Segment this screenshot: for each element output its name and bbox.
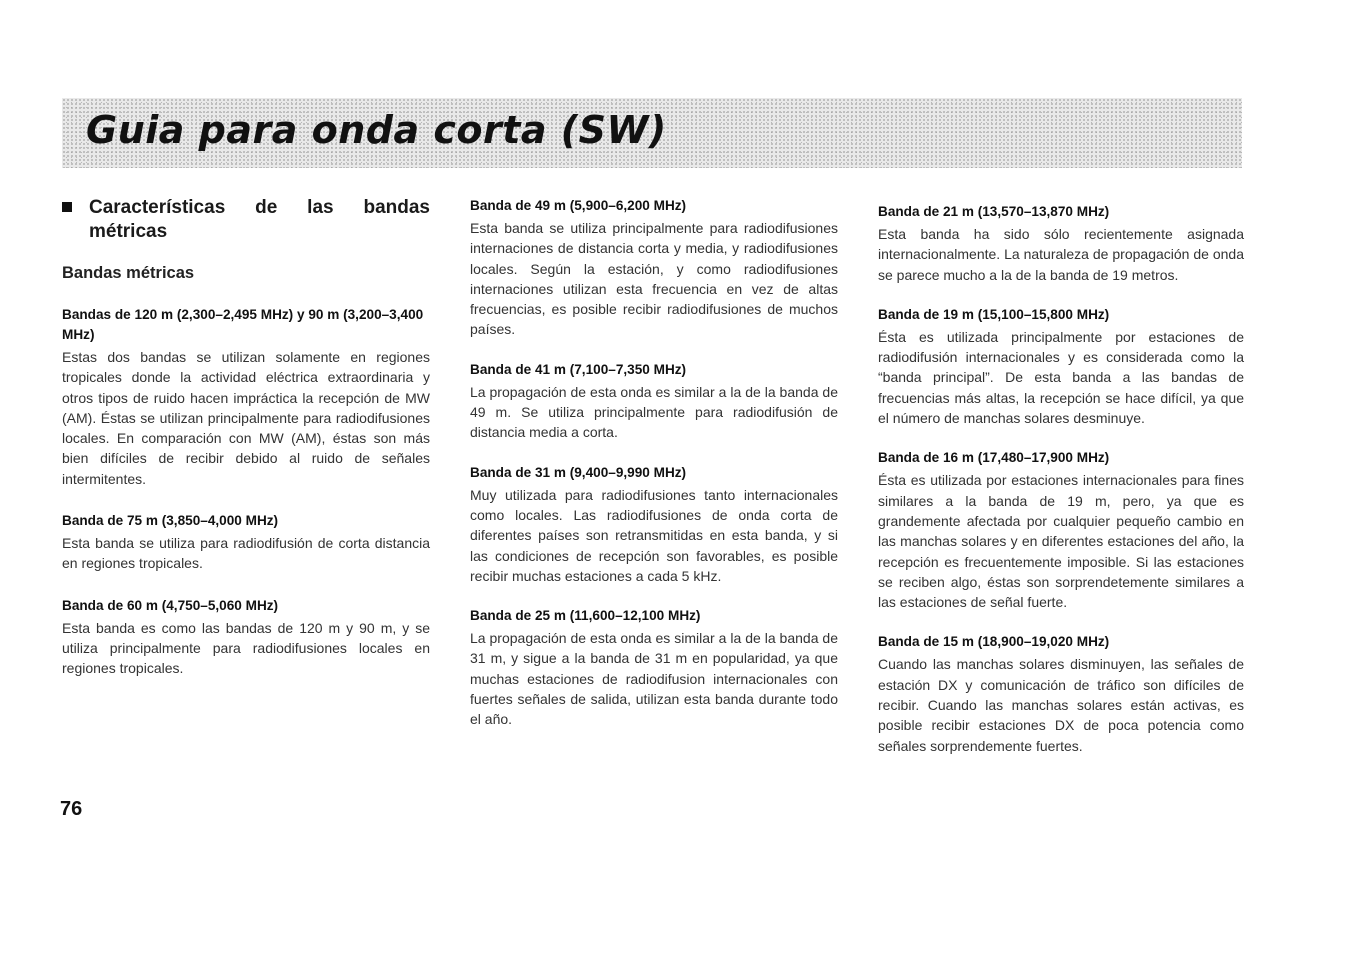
- page-title: Guia para onda corta (SW): [86, 108, 667, 152]
- band-heading: Banda de 21 m (13,570–13,870 MHz): [878, 204, 1110, 219]
- band-block-41m: [470, 360, 838, 443]
- band-block-21m: [878, 202, 1244, 285]
- band-text: Esta banda ha sido sólo recientemente asignada internacionalmente. La naturaleza de propagación de onda se parece mucho a la de la banda de 19 metros.: [878, 226, 1244, 283]
- subsection-title: Bandas métricas: [62, 264, 195, 282]
- band-text: Estas dos bandas se utilizan solamente en regiones tropicales donde la actividad eléctrica extraordinaria y otros tipos de ruido hacen impráctica la recepción de MW (AM). Éstas se utilizan principalmente para radiodifusiones locales. En comparación con MW (AM), éstas son más bien difíciles de recibir debido al ruido de señales intermitentes.: [62, 349, 430, 487]
- band-text: La propagación de esta onda es similar a la de la banda de 31 m, y sigue a la banda de 31 m en popularidad, ya que muchas estaciones de radiodifusion internacionales con fuertes señales de salida, utilizan esta banda durante todo el año.: [470, 630, 838, 728]
- band-text: Esta banda se utiliza principalmente para radiodifusiones internaciones de distancia corta y media, y radiodifusiones locales. Según la estación, y como radiodifusiones internaciones utilizan esta frecuencia en vez de altas frecuencias, es posible recibir radiodifusiones de muchos países.: [470, 220, 838, 338]
- band-text: La propagación de esta onda es similar a la de la banda de 49 m. Se utiliza principalmente para radiodifusión de distancia media a corta.: [470, 383, 838, 441]
- band-heading: Banda de 31 m (9,400–9,990 MHz): [470, 464, 687, 480]
- band-block-31m: [470, 463, 838, 586]
- column-2: [470, 196, 838, 750]
- band-heading: Banda de 75 m (3,850–4,000 MHz): [62, 513, 279, 529]
- section-title: Características de las bandas métricas: [89, 197, 430, 242]
- page-number: 76: [60, 798, 83, 820]
- band-block-19m: [878, 305, 1244, 428]
- band-heading: Banda de 49 m (5,900–6,200 MHz): [470, 198, 687, 213]
- band-block-60m: [62, 596, 430, 679]
- band-block-16m: [878, 448, 1244, 612]
- band-text: Cuando las manchas solares disminuyen, las señales de estación DX y comunicación de tráfico son difíciles de recibir. Cuando las manchas solares están activas, es posible recibir estaciones DX de poca potencia como señales sorprendemente fuertes.: [878, 656, 1244, 754]
- column-3: [878, 196, 1244, 776]
- band-heading: Banda de 60 m (4,750–5,060 MHz): [62, 597, 279, 613]
- band-heading: Bandas de 120 m (2,300–2,495 MHz) y 90 m (3,200–3,400 MHz): [62, 307, 424, 342]
- band-heading: Banda de 15 m (18,900–19,020 MHz): [878, 634, 1110, 650]
- band-text: Muy utilizada para radiodifusiones tanto internacionales como locales. Las radiodifusiones de onda corta de diferentes países son retransmitidas en esta banda, y si las condiciones de recepción son favorables, es posible recibir muchas estaciones a cada 5 kHz.: [470, 486, 838, 584]
- band-heading: Banda de 41 m (7,100–7,350 MHz): [470, 361, 687, 377]
- band-block-15m: [878, 632, 1244, 755]
- band-text: Esta banda es como las bandas de 120 m y 90 m, y se utiliza principalmente para radiodifusiones locales en regiones tropicales.: [62, 619, 430, 677]
- band-heading: Banda de 16 m (17,480–17,900 MHz): [878, 450, 1110, 466]
- band-text: Esta banda se utiliza para radiodifusión de corta distancia en regiones tropicales.: [62, 535, 430, 572]
- section-heading: [62, 196, 430, 244]
- band-block-75m: [62, 511, 430, 574]
- band-block-25m: [470, 606, 838, 729]
- band-text: Ésta es utilizada por estaciones internacionales para fines similares a la banda de 19 m, pero, ya que es grandemente afectada por cualquier pequeño cambio en las manchas solares y en diferentes estaciones del año, la recepción es frecuentemente imposible. Si las estaciones se reciben algo, éstas son sorprendetemente similares a las estaciones de señal fuerte.: [878, 472, 1244, 611]
- band-text: Ésta es utilizada principalmente por estaciones de radiodifusión internacionales y es considerada como la “banda principal”. De esta banda a las bandas de frecuencias más altas, la recepción se hace difícil, ya que el número de manchas solares desminuye.: [878, 328, 1244, 427]
- column-1: [62, 196, 430, 701]
- band-block-49m: [470, 196, 838, 340]
- square-bullet-icon: [62, 202, 72, 212]
- band-block-120m-90m: [62, 305, 430, 489]
- band-heading: Banda de 19 m (15,100–15,800 MHz): [878, 306, 1110, 322]
- band-heading: Banda de 25 m (11,600–12,100 MHz): [470, 608, 701, 624]
